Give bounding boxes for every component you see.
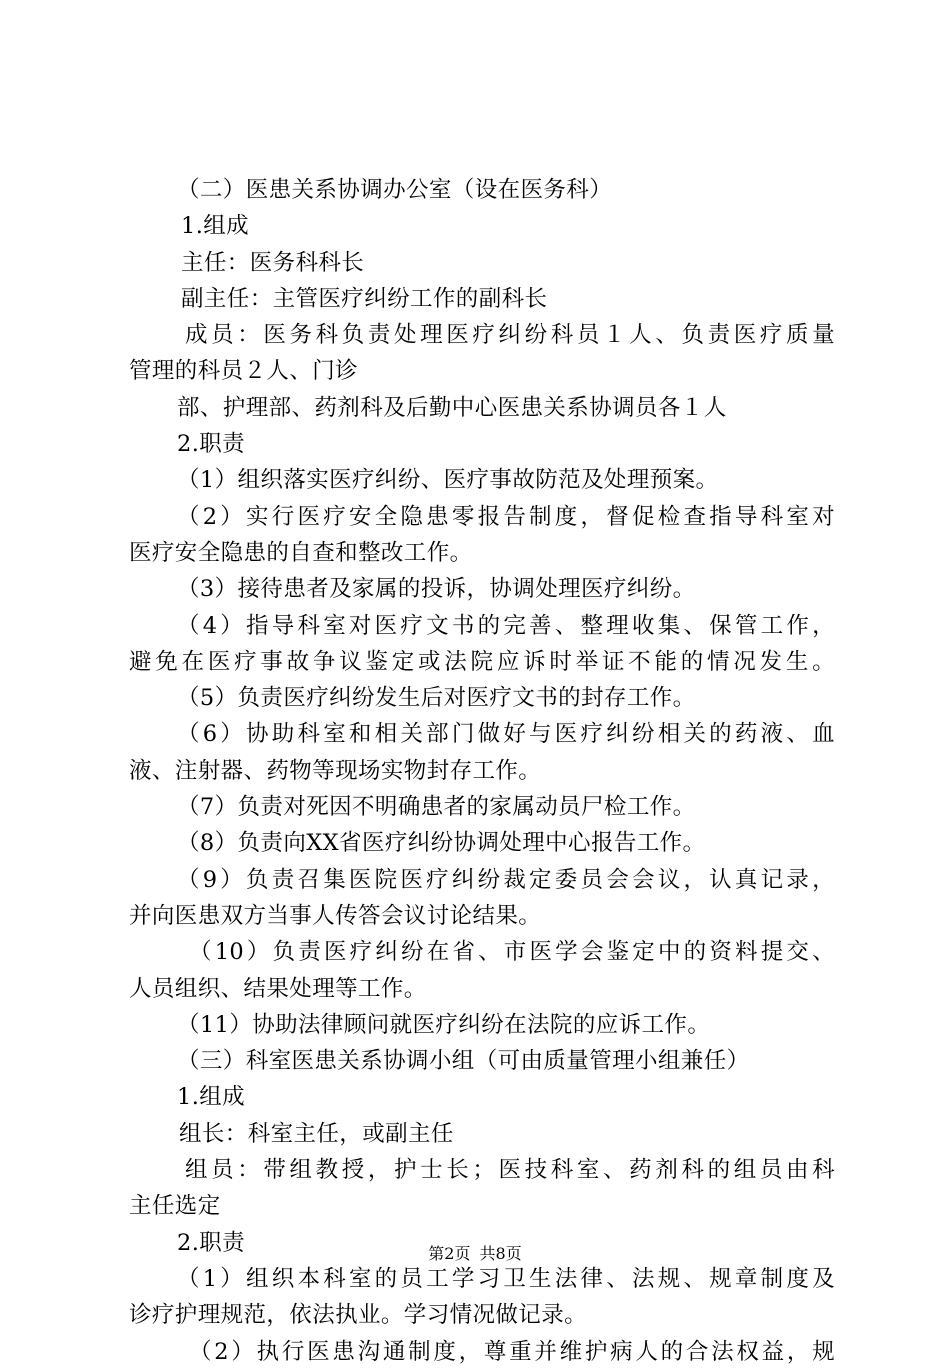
paragraph-line: 成员：医务科负责处理医疗纠纷科员１人、负责医疗质量 xyxy=(185,322,835,349)
paragraph-line: 部、护理部、药剂科及后勤中心医患关系协调员各１人 xyxy=(177,394,727,421)
paragraph-line: （7）负责对死因不明确患者的家属动员尸检工作。 xyxy=(177,794,696,821)
section-heading-dept-group: （三）科室医患关系协调小组（可由质量管理小组兼任） xyxy=(177,1048,750,1075)
page-number: 第2页 xyxy=(428,1244,471,1263)
subheading-composition: 1.组成 xyxy=(181,213,250,240)
subheading-composition: 1.组成 xyxy=(177,1084,246,1111)
paragraph-line: 医疗安全隐患的自查和整改工作。 xyxy=(129,539,473,566)
paragraph-line: 副主任：主管医疗纠纷工作的副科长 xyxy=(181,285,548,312)
total-pages: 共8页 xyxy=(479,1244,522,1263)
paragraph-line: （2）实行医疗安全隐患零报告制度，督促检查指导科室对 xyxy=(177,503,835,530)
paragraph-line: （3）接待患者及家属的投诉，协调处理医疗纠纷。 xyxy=(177,576,696,603)
paragraph-line: （6）协助科室和相关部门做好与医疗纠纷相关的药液、血 xyxy=(177,721,835,748)
paragraph-line: （1）组织本科室的员工学习卫生法律、法规、规章制度及 xyxy=(177,1265,835,1292)
paragraph-line: （10）负责医疗纠纷在省、市医学会鉴定中的资料提交、 xyxy=(189,939,835,966)
paragraph-line: （5）负责医疗纠纷发生后对医疗文书的封存工作。 xyxy=(177,685,696,712)
paragraph-line: 组员：带组教授，护士长；医技科室、药剂科的组员由科 xyxy=(185,1157,835,1184)
paragraph-line: （4）指导科室对医疗文书的完善、整理收集、保管工作， xyxy=(177,612,835,639)
document-body xyxy=(129,172,835,1370)
paragraph-line: 避免在医疗事故争议鉴定或法院应诉时举证不能的情况发生。 xyxy=(129,648,835,675)
paragraph-line: （9）负责召集医院医疗纠纷裁定委员会会议，认真记录， xyxy=(177,866,835,893)
paragraph-line: 并向医患双方当事人传答会议讨论结果。 xyxy=(129,902,542,929)
paragraph-line: 组长：科室主任，或副主任 xyxy=(179,1120,454,1147)
paragraph-line: 主任选定 xyxy=(129,1193,221,1220)
paragraph-line: （2）执行医患沟通制度，尊重并维护病人的合法权益，规 xyxy=(189,1338,835,1365)
section-heading-office: （二）医患关系协调办公室（设在医务科） xyxy=(177,177,613,203)
subheading-duties: 2.职责 xyxy=(177,1229,246,1256)
paragraph-line: 液、注射器、药物等现场实物封存工作。 xyxy=(129,757,542,784)
subheading-duties: 2.职责 xyxy=(177,431,246,458)
paragraph-line: 管理的科员２人、门诊 xyxy=(129,358,359,385)
page-footer xyxy=(0,1244,950,1264)
paragraph-line: （8）负责向XX省医疗纠纷协调处理中心报告工作。 xyxy=(177,830,706,857)
paragraph-line: （11）协助法律顾问就医疗纠纷在法院的应诉工作。 xyxy=(177,1011,711,1038)
paragraph-line: 人员组织、结果处理等工作。 xyxy=(129,975,427,1002)
paragraph-line: （1）组织落实医疗纠纷、医疗事故防范及处理预案。 xyxy=(177,467,719,494)
paragraph-line: 主任：医务科科长 xyxy=(181,249,365,276)
paragraph-line: 诊疗护理规范，依法执业。学习情况做记录。 xyxy=(129,1302,588,1329)
